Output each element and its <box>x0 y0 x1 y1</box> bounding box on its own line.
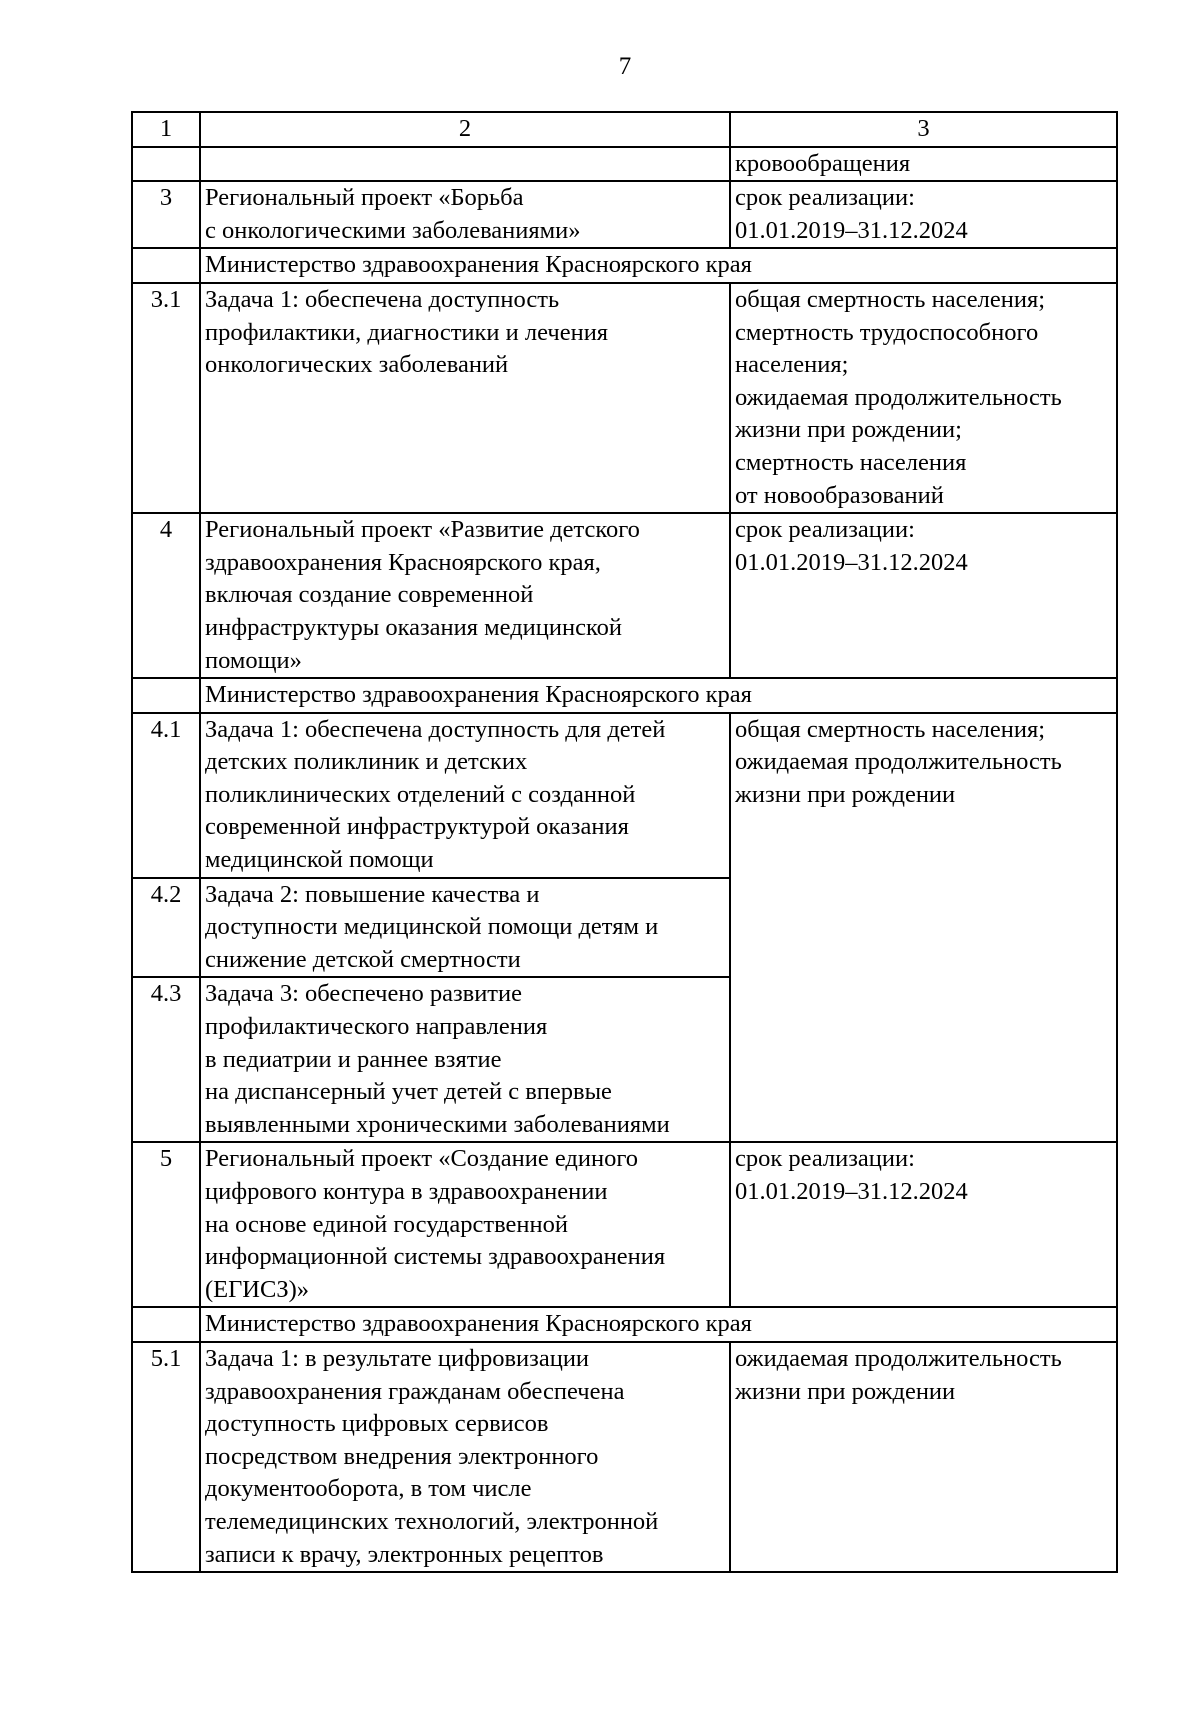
indicators <box>730 1342 1117 1572</box>
text-line: кровообращения <box>735 149 911 177</box>
row-number: 4.1 <box>132 713 200 878</box>
table-header-row <box>132 112 1117 147</box>
column-header-2: 2 <box>200 112 730 147</box>
project-title <box>200 513 730 678</box>
text-line: на диспансерный учет детей с впервые <box>205 1078 612 1106</box>
task-description <box>200 283 730 513</box>
task-description <box>200 977 730 1142</box>
text-line: Задача 1: в результате цифровизации <box>205 1344 590 1372</box>
text-line: Задача 2: повышение качества и <box>205 880 540 908</box>
table-row <box>132 513 1117 678</box>
table-row <box>132 283 1117 513</box>
text-line: современной инфраструктурой оказания <box>205 813 629 841</box>
text-line: Задача 1: обеспечена доступность <box>205 285 560 313</box>
table-row <box>132 1142 1117 1307</box>
text-line: (ЕГИСЗ)» <box>205 1275 310 1303</box>
row-number: 5 <box>132 1142 200 1307</box>
text-line: Задача 3: обеспечено развитие <box>205 980 522 1008</box>
indicator-cell <box>730 147 1117 182</box>
text-line: жизни при рождении <box>735 1377 956 1405</box>
text-line: цифрового контура в здравоохранении <box>205 1178 608 1205</box>
table-row <box>132 713 1117 878</box>
implementation-period <box>730 181 1117 248</box>
task-description <box>200 713 730 878</box>
text-line: населения; <box>735 351 849 379</box>
text-line: ожидаемая продолжительность <box>735 748 1062 776</box>
column-header-3: 3 <box>730 112 1117 147</box>
responsible-organization: Министерство здравоохранения Красноярского края <box>200 1307 1117 1342</box>
text-line: с онкологическими заболеваниями» <box>205 216 581 244</box>
row-number: 3.1 <box>132 283 200 513</box>
indicators <box>730 713 1117 1143</box>
row-number-cell <box>132 678 200 713</box>
text-line: инфраструктуры оказания медицинской <box>205 613 623 641</box>
text-line: онкологических заболеваний <box>205 351 509 379</box>
text-line: 01.01.2019–31.12.2024 <box>735 1178 968 1205</box>
row-number: 4.3 <box>132 977 200 1142</box>
table-row <box>132 1342 1117 1572</box>
text-line: срок реализации: <box>735 516 915 544</box>
text-line: на основе единой государственной <box>205 1210 568 1238</box>
row-number-cell <box>132 248 200 283</box>
text-line: поликлинических отделений с созданной <box>205 780 636 808</box>
text-line: профилактики, диагностики и лечения <box>205 318 609 346</box>
indicators <box>730 283 1117 513</box>
task-description <box>200 878 730 978</box>
project-title <box>200 181 730 248</box>
table-row <box>132 147 1117 182</box>
text-line: записи к врачу, электронных рецептов <box>205 1540 604 1568</box>
row-number: 5.1 <box>132 1342 200 1572</box>
text-line: доступности медицинской помощи детям и <box>205 913 659 941</box>
column-header-1: 1 <box>132 112 200 147</box>
text-line: посредством внедрения электронного <box>205 1442 599 1470</box>
text-line: жизни при рождении; <box>735 416 962 444</box>
text-line: 01.01.2019–31.12.2024 <box>735 548 968 576</box>
project-table <box>131 111 1118 1573</box>
text-line: включая создание современной <box>205 581 534 609</box>
row-number: 4 <box>132 513 200 678</box>
text-line: телемедицинских технологий, электронной <box>205 1507 659 1535</box>
table-row <box>132 181 1117 248</box>
text-line: здравоохранения Красноярского края, <box>205 548 601 576</box>
text-line: смертность трудоспособного <box>735 318 1039 346</box>
responsible-organization: Министерство здравоохранения Красноярского края <box>200 248 1117 283</box>
table-row <box>132 678 1117 713</box>
implementation-period <box>730 1142 1117 1307</box>
text-line: здравоохранения гражданам обеспечена <box>205 1377 625 1405</box>
task-description <box>200 1342 730 1572</box>
implementation-period <box>730 513 1117 678</box>
row-number: 4.2 <box>132 878 200 978</box>
page-number: 7 <box>618 53 632 80</box>
text-line: 01.01.2019–31.12.2024 <box>735 216 968 244</box>
text-line: Региональный проект «Борьба <box>205 184 524 212</box>
text-line: документооборота, в том числе <box>205 1475 532 1503</box>
text-line: срок реализации: <box>735 184 915 212</box>
text-line: детских поликлиник и детских <box>205 748 528 776</box>
text-line: профилактического направления <box>205 1013 548 1041</box>
responsible-organization: Министерство здравоохранения Красноярского края <box>200 678 1117 713</box>
text-line: Региональный проект «Создание единого <box>205 1145 639 1173</box>
text-line: медицинской помощи <box>205 846 434 874</box>
text-line: помощи» <box>205 646 302 674</box>
row-number: 3 <box>132 181 200 248</box>
text-line: смертность населения <box>735 448 967 476</box>
row-number-cell <box>132 1307 200 1342</box>
table-row <box>132 248 1117 283</box>
text-line: срок реализации: <box>735 1145 915 1173</box>
text-line: общая смертность населения; <box>735 285 1046 313</box>
text-line: жизни при рождении <box>735 780 956 808</box>
row-number-cell <box>132 147 200 182</box>
project-title <box>200 1142 730 1307</box>
description-cell <box>200 147 730 182</box>
text-line: снижение детской смертности <box>205 945 521 973</box>
text-line: доступность цифровых сервисов <box>205 1410 549 1438</box>
text-line: Региональный проект «Развитие детского <box>205 516 640 544</box>
text-line: в педиатрии и раннее взятие <box>205 1045 502 1073</box>
text-line: общая смертность населения; <box>735 715 1046 743</box>
text-line: Задача 1: обеспечена доступность для детей <box>205 715 666 743</box>
text-line: выявленными хроническими заболеваниями <box>205 1110 670 1138</box>
text-line: ожидаемая продолжительность <box>735 1344 1062 1372</box>
text-line: информационной системы здравоохранения <box>205 1243 666 1271</box>
table-row <box>132 1307 1117 1342</box>
text-line: ожидаемая продолжительность <box>735 383 1062 411</box>
text-line: от новообразований <box>735 481 944 509</box>
